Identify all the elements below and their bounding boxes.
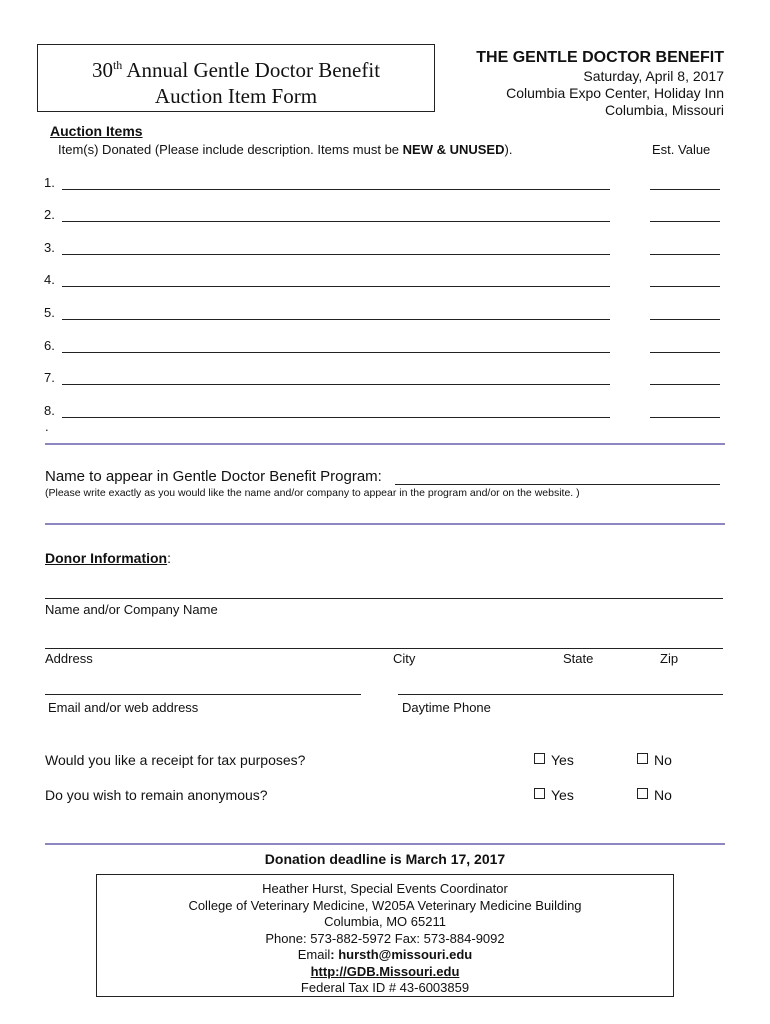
event-city: Columbia, Missouri: [604, 102, 724, 118]
anonymous-yes-option[interactable]: Yes: [534, 787, 574, 803]
item-description-field[interactable]: [62, 417, 610, 418]
auction-item-row: [44, 338, 732, 356]
auction-item-row: [44, 207, 732, 225]
email-link[interactable]: hursth@missouri.edu: [338, 947, 473, 962]
auction-item-row: [44, 370, 732, 388]
contact-email: Email: hursth@missouri.edu: [297, 947, 473, 962]
anonymous-no-option[interactable]: No: [637, 787, 672, 803]
state-label: State: [563, 651, 594, 666]
item-value-field[interactable]: [650, 254, 720, 255]
section-divider: [45, 443, 725, 445]
receipt-question: Would you like a receipt for tax purposes?: [45, 752, 306, 768]
coordinator: Heather Hurst, Special Events Coordinator: [262, 881, 508, 896]
item-number: 5.: [44, 305, 55, 320]
program-name-field[interactable]: [395, 484, 720, 485]
auction-items-heading: Auction Items: [50, 123, 143, 139]
item-description-field[interactable]: [62, 189, 610, 190]
est-value-header: Est. Value: [652, 142, 711, 157]
contact-box: [96, 874, 674, 997]
program-name-label: Name to appear in Gentle Doctor Benefit Program:: [45, 468, 382, 485]
receipt-no-option[interactable]: No: [637, 752, 672, 768]
item-value-field[interactable]: [650, 352, 720, 353]
section-divider: [45, 843, 725, 845]
item-number: 1.: [44, 175, 55, 190]
item-description-field[interactable]: [62, 221, 610, 222]
item-value-field[interactable]: [650, 221, 720, 222]
title-ordinal: th: [112, 58, 123, 72]
checkbox-icon[interactable]: [534, 788, 545, 799]
item-description-field[interactable]: [62, 254, 610, 255]
title-number: 30: [91, 58, 113, 82]
auction-item-row: [44, 305, 732, 323]
trailing-dot: .: [45, 419, 49, 434]
phone-field[interactable]: [398, 694, 723, 695]
org-name: THE GENTLE DOCTOR BENEFIT: [476, 49, 724, 66]
donor-info-heading: Donor Information:: [45, 550, 171, 566]
donation-deadline: Donation deadline is March 17, 2017: [264, 851, 506, 867]
city-state-zip: Columbia, MO 65211: [324, 914, 446, 929]
checkbox-icon[interactable]: [534, 753, 545, 764]
item-value-field[interactable]: [650, 319, 720, 320]
section-divider: [45, 523, 725, 525]
item-value-field[interactable]: [650, 286, 720, 287]
item-description-field[interactable]: [62, 352, 610, 353]
auction-instructions: Item(s) Donated (Please include description. Items must be NEW & UNUSED).: [58, 142, 513, 157]
city-label: City: [393, 651, 416, 666]
email-label: Email and/or web address: [48, 700, 199, 715]
address-label: Address: [45, 651, 93, 666]
program-name-note: (Please write exactly as you would like the name and/or company to appear in the program and/or on the website. ): [45, 487, 580, 499]
phone-fax: Phone: 573-882-5972 Fax: 573-884-9092: [265, 930, 505, 946]
item-description-field[interactable]: [62, 286, 610, 287]
event-venue: Columbia Expo Center, Holiday Inn: [506, 85, 724, 101]
item-number: 6.: [44, 338, 55, 353]
item-description-field[interactable]: [62, 319, 610, 320]
auction-item-row: [44, 240, 732, 258]
address-field[interactable]: [45, 648, 723, 649]
item-number: 2.: [44, 207, 55, 222]
auction-item-row: [44, 175, 732, 193]
name-company-field[interactable]: [45, 598, 723, 599]
checkbox-icon[interactable]: [637, 753, 648, 764]
email-field[interactable]: [45, 694, 361, 695]
form-title: [37, 44, 435, 112]
anonymous-question: Do you wish to remain anonymous?: [45, 787, 268, 803]
federal-tax-id: Federal Tax ID # 43-6003859: [300, 980, 470, 995]
phone-label: Daytime Phone: [402, 700, 491, 715]
item-number: 4.: [44, 272, 55, 287]
title-subtitle: Auction Item Form: [154, 84, 318, 108]
title-text: Annual Gentle Doctor Benefit: [122, 58, 381, 82]
college-address: College of Veterinary Medicine, W205A Veterinary Medicine Building: [188, 897, 582, 913]
item-value-field[interactable]: [650, 384, 720, 385]
checkbox-icon[interactable]: [637, 788, 648, 799]
auction-item-row: [44, 272, 732, 290]
item-value-field[interactable]: [650, 189, 720, 190]
receipt-yes-option[interactable]: Yes: [534, 752, 574, 768]
item-number: 7.: [44, 370, 55, 385]
item-description-field[interactable]: [62, 384, 610, 385]
zip-label: Zip: [660, 651, 679, 666]
name-company-label: Name and/or Company Name: [45, 602, 218, 617]
event-date: Saturday, April 8, 2017: [583, 68, 724, 84]
event-info: [476, 48, 724, 119]
website-link[interactable]: http://GDB.Missouri.edu: [310, 963, 460, 979]
auction-item-row: [44, 403, 732, 421]
item-number: 8.: [44, 403, 55, 418]
item-value-field[interactable]: [650, 417, 720, 418]
item-number: 3.: [44, 240, 55, 255]
